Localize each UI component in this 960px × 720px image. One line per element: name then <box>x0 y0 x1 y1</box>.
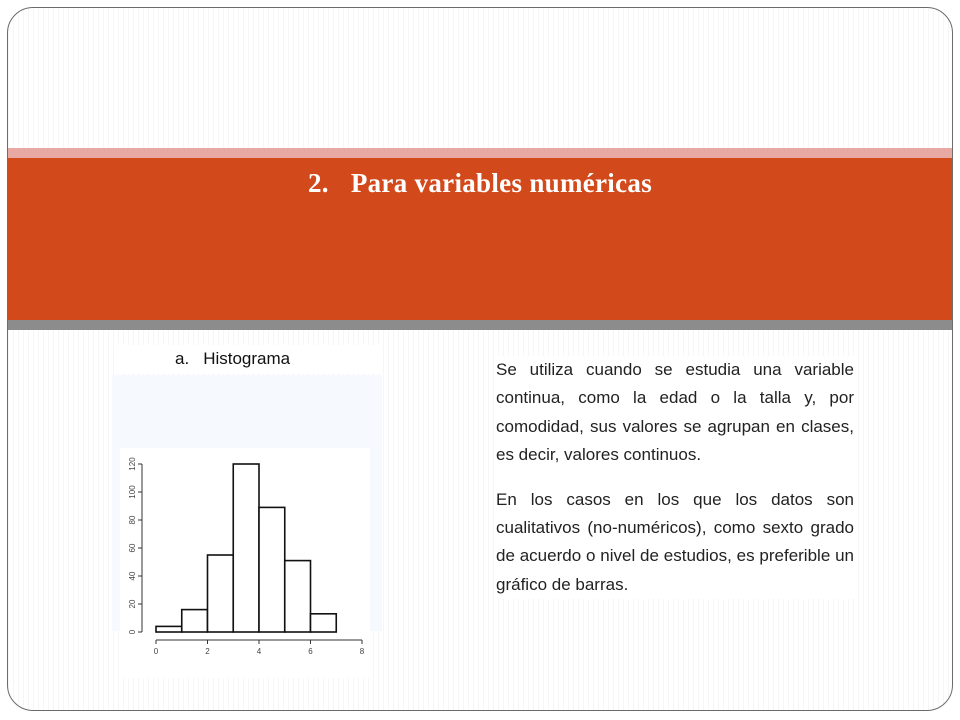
y-tick-label: 120 <box>128 457 137 471</box>
histogram-bar <box>233 464 259 632</box>
histogram-heading-marker: a. <box>175 349 190 368</box>
y-tick-label: 100 <box>128 485 137 499</box>
y-tick-label: 40 <box>128 571 137 581</box>
y-tick-label: 80 <box>128 515 137 525</box>
x-tick-label: 4 <box>256 647 262 656</box>
histogram-bar <box>285 561 311 632</box>
slide-title-number: 2. <box>307 168 329 198</box>
histogram-bar <box>156 626 182 632</box>
histogram-bar <box>208 555 234 632</box>
histogram-bar <box>311 614 337 632</box>
description-text <box>496 356 854 599</box>
x-tick-label: 0 <box>153 647 159 656</box>
histogram-bar <box>182 610 208 632</box>
histogram-heading-text: Histograma <box>203 349 291 368</box>
band-bottom-stripe <box>8 320 952 330</box>
y-tick-label: 60 <box>128 543 137 553</box>
y-tick-label: 20 <box>128 599 137 609</box>
histogram-chart <box>120 448 370 678</box>
x-tick-label: 6 <box>308 647 313 656</box>
histogram-heading <box>118 345 382 373</box>
slide-title-text: Para variables numéricas <box>350 168 652 198</box>
description-paragraph-1: Se utiliza cuando se estudia una variable continua, como la edad o la talla y, por comodidad, sus valores se agrupan en clases, es decir, valores continuos. <box>496 360 854 465</box>
histogram-bar <box>259 507 285 632</box>
y-tick-label: 0 <box>128 629 137 635</box>
slide-title <box>0 168 960 199</box>
band-top-stripe <box>8 148 952 158</box>
x-tick-label: 2 <box>205 647 210 656</box>
x-tick-label: 8 <box>359 647 365 656</box>
description-paragraph-2: En los casos en los que los datos son cualitativos (no-numéricos), como sexto grado de acuerdo o nivel de estudios, es preferible un gráfico de barras. <box>496 489 854 594</box>
histogram-image <box>120 448 370 678</box>
